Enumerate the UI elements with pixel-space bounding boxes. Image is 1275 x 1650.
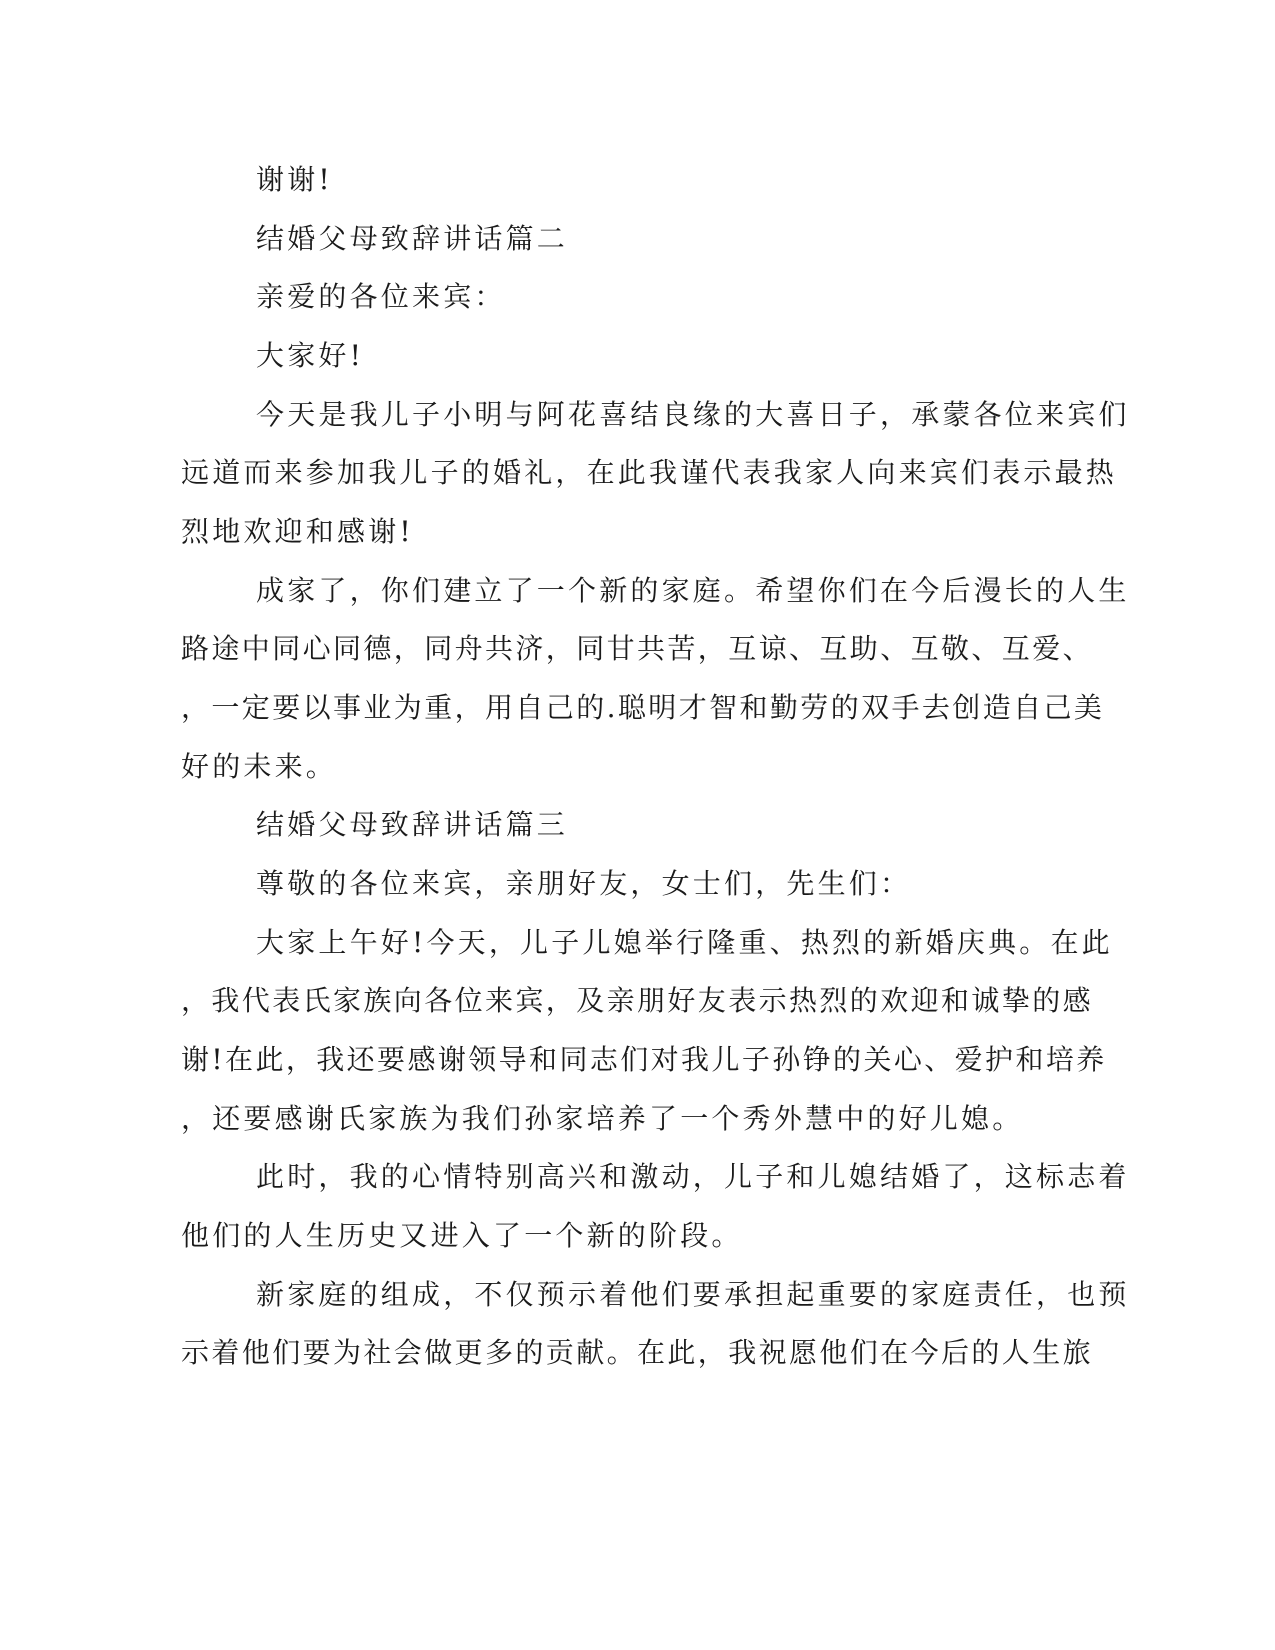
paragraph-line: ，一定要以事业为重，用自己的.聪明才智和勤劳的双手去创造自己美 (181, 691, 1105, 724)
paragraph-line: 谢!在此，我还要感谢领导和同志们对我儿子孙铮的关心、爱护和培养 (181, 1043, 1107, 1076)
paragraph-line: 他们的人生历史又进入了一个新的阶段。 (181, 1219, 743, 1252)
text-line-greeting: 尊敬的各位来宾，亲朋好友，女士们，先生们： (256, 867, 912, 900)
paragraph-line: 路途中同心同德，同舟共济，同甘共苦，互谅、互助、互敬、互爱、 (181, 632, 1094, 665)
text-line-greeting: 亲爱的各位来宾： (256, 280, 506, 313)
paragraph-line: ，我代表氏家族向各位来宾，及亲朋好友表示热烈的欢迎和诚挚的感 (181, 984, 1094, 1017)
paragraph-line: 大家上午好!今天，儿子儿媳举行隆重、热烈的新婚庆典。在此 (256, 926, 1113, 959)
paragraph-line: ，还要感谢氏家族为我们孙家培养了一个秀外慧中的好儿媳。 (181, 1102, 1024, 1135)
paragraph-line: 好的未来。 (181, 750, 338, 783)
paragraph-line: 新家庭的组成，不仅预示着他们要承担起重要的家庭责任，也预 (256, 1278, 1130, 1311)
paragraph-line: 示着他们要为社会做更多的贡献。在此，我祝愿他们在今后的人生旅 (181, 1336, 1094, 1369)
section-heading-three: 结婚父母致辞讲话篇三 (256, 808, 569, 841)
paragraph-line: 今天是我儿子小明与阿花喜结良缘的大喜日子，承蒙各位来宾们 (256, 398, 1130, 431)
text-line-hello: 大家好! (256, 339, 365, 372)
text-line-thanks: 谢谢! (256, 163, 333, 196)
paragraph-line: 此时，我的心情特别高兴和激动，儿子和儿媳结婚了，这标志着 (256, 1160, 1130, 1193)
paragraph-line: 成家了，你们建立了一个新的家庭。希望你们在今后漫长的人生 (256, 574, 1130, 607)
paragraph-line: 烈地欢迎和感谢! (181, 515, 414, 548)
paragraph-line: 远道而来参加我儿子的婚礼，在此我谨代表我家人向来宾们表示最热 (181, 456, 1118, 489)
section-heading-two: 结婚父母致辞讲话篇二 (256, 222, 569, 255)
